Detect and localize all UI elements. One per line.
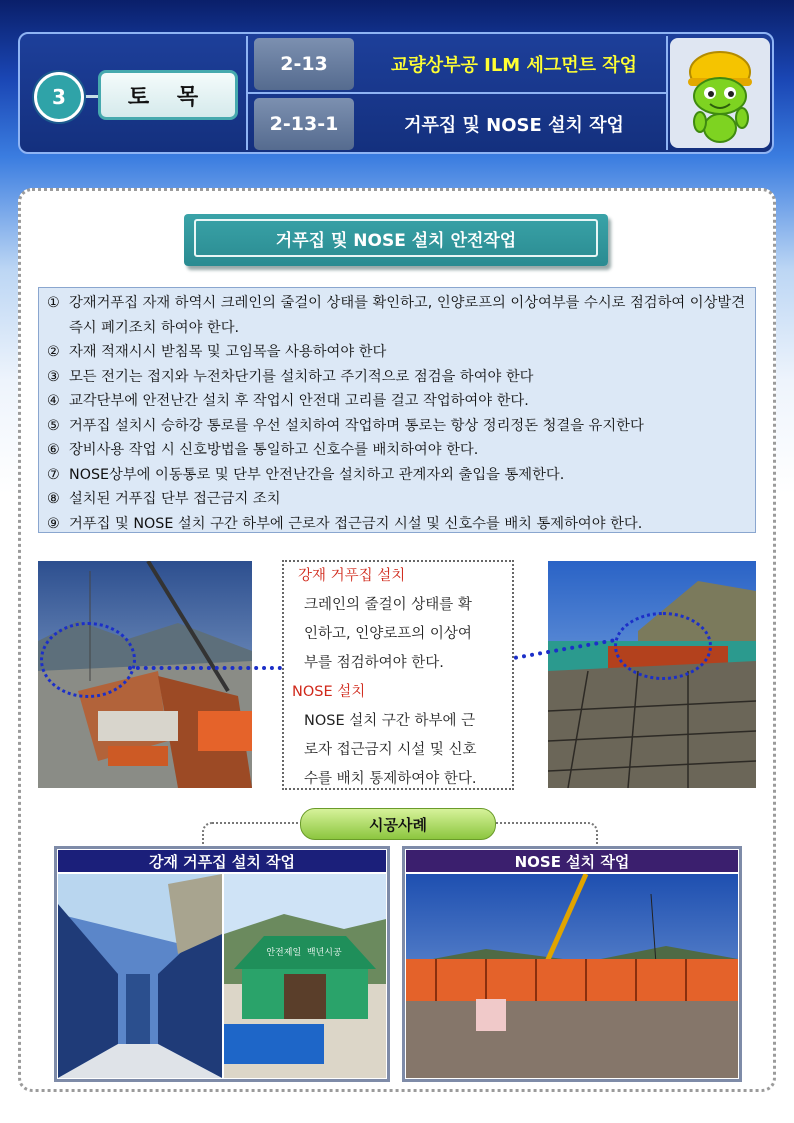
rule-text: 거푸집 설치시 승하강 통로를 우선 설치하여 작업하며 통로는 항상 정리정돈 청결을 유지한다: [69, 417, 644, 434]
rule-number: ⑤: [47, 417, 60, 434]
code-secondary: 2-13-1: [254, 98, 354, 150]
callout-line: 크레인의 줄걸이 상태를 확: [304, 597, 472, 613]
rule-number: ④: [47, 393, 60, 409]
list-item: [47, 340, 747, 365]
callout-line: NOSE 설치 구간 하부에 근: [304, 713, 476, 729]
rule-number: ⑥: [47, 442, 60, 458]
list-item: [47, 389, 747, 414]
list-item: [47, 487, 747, 512]
callout-title: NOSE 설치: [292, 684, 366, 700]
callout-box: [282, 560, 514, 790]
safety-rules-list: [38, 287, 756, 533]
list-item: [47, 414, 747, 439]
case-title: 시공사례: [300, 808, 496, 840]
rule-number: ⑧: [47, 491, 60, 507]
list-item: [47, 512, 747, 537]
formwork-tunnel-photo: [58, 874, 222, 1078]
callout-line: 인하고, 인양로프의 이상여: [304, 626, 472, 642]
rule-text: 교각단부에 안전난간 설치 후 작업시 안전대 고리를 걸고 작업하여야 한다.: [69, 393, 529, 409]
rule-number: ⑦: [47, 466, 60, 483]
list-item: [47, 438, 747, 463]
rule-number: ⑨: [47, 515, 60, 532]
callout-connector: [128, 666, 282, 670]
highlight-ellipse: [614, 612, 712, 680]
highlight-ellipse: [40, 622, 136, 698]
section-name: 토 목: [98, 70, 238, 120]
case-header: NOSE 설치 작업: [406, 850, 738, 872]
safety-title: 거푸집 및 NOSE 설치 안전작업: [194, 219, 598, 257]
title-primary: 교량상부공 ILM 세그먼트 작업: [390, 55, 638, 76]
callout-title: 강재 거푸집 설치: [298, 568, 406, 584]
rule-text: 자재 적재시시 받침목 및 고임목을 사용하여야 한다: [69, 344, 387, 360]
rule-text: 장비사용 작업 시 신호방법을 통일하고 신호수를 배치하여야 한다.: [69, 442, 479, 458]
header-divider: [666, 36, 668, 150]
callout-line: 로자 접근금지 시설 및 신호: [304, 742, 477, 758]
list-item: [47, 365, 747, 390]
helmet-mascot-icon: [670, 38, 770, 148]
rule-text: 거푸집 및 NOSE 설치 구간 하부에 근로자 접근금지 시설 및 신호수를 배치 통제하여야 한다.: [69, 515, 643, 532]
nose-install-photo: [406, 874, 738, 1078]
code-primary: 2-13: [254, 38, 354, 90]
case-header: 강재 거푸집 설치 작업: [58, 850, 386, 872]
rule-number: ①: [47, 295, 60, 311]
callout-line: 수를 배치 통제하여야 한다.: [304, 771, 477, 787]
header-divider: [248, 92, 666, 94]
title-secondary: 거푸집 및 NOSE 설치 작업: [404, 115, 624, 136]
tent-sign: 안전제일 백년시공: [266, 947, 342, 958]
callout-line: 부를 점검하여야 한다.: [304, 655, 444, 671]
list-item: [47, 291, 747, 340]
rule-text: NOSE상부에 이동통로 및 단부 안전난간을 설치하고 관계자외 출입을 통제한다.: [69, 466, 565, 483]
rule-text: 모든 전기는 접지와 누전차단기를 설치하고 주기적으로 점검을 하여야 한다: [69, 368, 534, 385]
section-number-badge: 3: [34, 72, 84, 122]
rule-number: ②: [47, 344, 60, 360]
rule-text: 강재거푸집 자재 하역시 크레인의 줄걸이 상태를 확인하고, 인양로프의 이상여부를 수시로 점검하여 이상발견 즉시 폐기조치 하여야 한다.: [69, 295, 746, 336]
list-item: [47, 463, 747, 488]
safety-tent-photo: [224, 874, 386, 1078]
rule-text: 설치된 거푸집 단부 접근금지 조치: [69, 491, 281, 507]
rule-number: ③: [47, 368, 60, 385]
